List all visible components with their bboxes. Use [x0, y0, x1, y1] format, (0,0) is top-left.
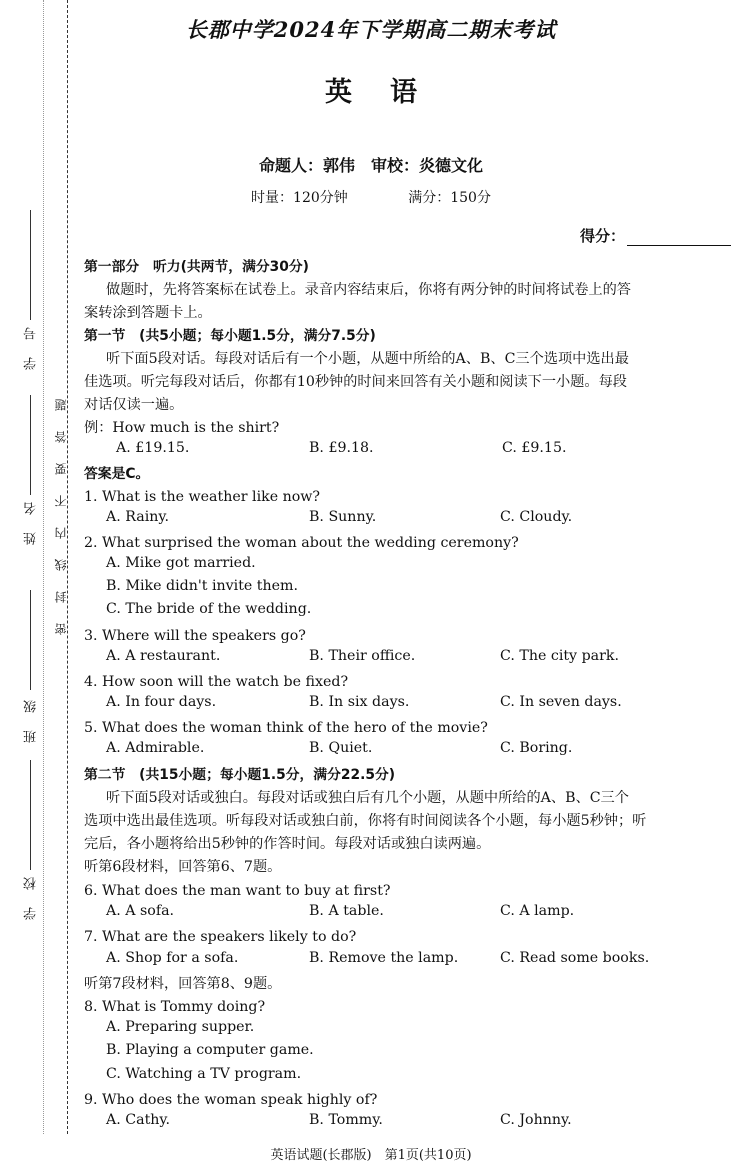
- q3-option-c: C. The city park.: [500, 648, 620, 664]
- example-option-a: A. £19.15.: [116, 440, 190, 456]
- full-score: 满分：150分: [408, 190, 491, 206]
- material-7-note: 听第7段材料，回答第8、9题。: [84, 976, 282, 992]
- q5-option-a: A. Admirable.: [106, 740, 205, 756]
- q7-option-c: C. Read some books.: [500, 950, 650, 966]
- question-5: 5. What does the woman think of the hero of the movie?: [84, 720, 488, 736]
- class-blank[interactable]: [30, 590, 31, 690]
- section2-desc-1: 听下面5段对话或独白。每段对话或独白后有几个小题，从题中所给的A、B、C三个: [106, 790, 629, 806]
- q9-option-b: B. Tommy.: [309, 1112, 383, 1128]
- material-6-note: 听第6段材料，回答第6、7题。: [84, 859, 282, 875]
- section1-desc-1: 听下面5段对话。每段对话后有一个小题，从题中所给的A、B、C三个选项中选出最: [106, 351, 629, 367]
- section2-desc-2: 选项中选出最佳选项。听每段对话或独白前，你将有时间阅读各个小题，每小题5秒钟；听: [84, 813, 647, 829]
- q2-option-c: C. The bride of the wedding.: [106, 601, 312, 617]
- q5-option-c: C. Boring.: [500, 740, 573, 756]
- q3-option-b: B. Their office.: [309, 648, 416, 664]
- score-label: 得分：: [580, 227, 626, 245]
- question-8: 8. What is Tommy doing?: [84, 999, 266, 1015]
- section2-heading: 第二节 (共15小题；每小题1.5分，满分22.5分): [84, 767, 396, 783]
- score-blank[interactable]: [627, 231, 731, 246]
- time-score-line: [0, 187, 742, 207]
- q1-option-b: B. Sunny.: [309, 509, 377, 525]
- page-footer: 英语试题(长郡版) 第1页(共10页): [270, 1148, 472, 1163]
- score-field: [580, 225, 731, 246]
- authors-line: 命题人：郭伟 审校：炎德文化: [258, 156, 483, 175]
- q8-option-b: B. Playing a computer game.: [106, 1042, 314, 1058]
- q9-option-c: C. Johnny.: [500, 1112, 572, 1128]
- question-1: 1. What is the weather like now?: [84, 489, 321, 505]
- q8-option-c: C. Watching a TV program.: [106, 1066, 302, 1082]
- q3-option-a: A. A restaurant.: [106, 648, 221, 664]
- part1-heading: 第一部分 听力(共两节，满分30分): [84, 259, 309, 275]
- class-label: 班 级: [24, 698, 39, 743]
- question-4: 4. How soon will the watch be fixed?: [84, 674, 349, 690]
- school-label: 学 校: [24, 875, 39, 920]
- school-blank[interactable]: [30, 760, 31, 870]
- time-limit: 时量：120分钟: [251, 190, 348, 206]
- q9-option-a: A. Cathy.: [106, 1112, 171, 1128]
- subject-title: 英语: [325, 77, 455, 108]
- q8-option-a: A. Preparing supper.: [106, 1019, 255, 1035]
- q1-option-c: C. Cloudy.: [500, 509, 573, 525]
- section1-heading: 第一节 (共5小题；每小题1.5分，满分7.5分): [84, 328, 376, 344]
- q4-option-a: A. In four days.: [106, 694, 217, 710]
- q1-option-a: A. Rainy.: [106, 509, 170, 525]
- section1-desc-2: 佳选项。听完每段对话后，你都有10秒钟的时间来回答有关小题和阅读下一小题。每段: [84, 374, 627, 390]
- question-3: 3. Where will the speakers go?: [84, 628, 306, 644]
- question-2: 2. What surprised the woman about the wedding ceremony?: [84, 535, 519, 551]
- student-id-blank[interactable]: [30, 210, 31, 320]
- q6-option-a: A. A sofa.: [106, 903, 175, 919]
- q2-option-a: A. Mike got married.: [106, 555, 256, 571]
- example-answer: 答案是C。: [84, 466, 150, 482]
- exam-title: 长郡中学2024年下学期高二期末考试: [185, 17, 557, 42]
- question-6: 6. What does the man want to buy at first?: [84, 883, 391, 899]
- q7-option-b: B. Remove the lamp.: [309, 950, 459, 966]
- example-question: 例：How much is the shirt?: [84, 420, 280, 436]
- q2-option-b: B. Mike didn't invite them.: [106, 578, 298, 594]
- section1-desc-3: 对话仅读一遍。: [84, 397, 184, 413]
- example-option-b: B. £9.18.: [309, 440, 374, 456]
- section2-desc-3: 完后，各小题将给出5秒钟的作答时间。每段对话或独白读两遍。: [84, 836, 491, 852]
- student-id-label: 学 号: [24, 325, 39, 370]
- q4-option-b: B. In six days.: [309, 694, 410, 710]
- name-label: 姓 名: [24, 500, 39, 545]
- seal-warning: 密 封 线 内 不 要 答 题: [54, 395, 68, 635]
- q4-option-c: C. In seven days.: [500, 694, 622, 710]
- part1-intro-2: 案转涂到答题卡上。: [84, 305, 212, 321]
- example-option-c: C. £9.15.: [502, 440, 567, 456]
- part1-intro-1: 做题时，先将答案标在试卷上。录音内容结束后，你将有两分钟的时间将试卷上的答: [106, 282, 631, 298]
- question-7: 7. What are the speakers likely to do?: [84, 929, 357, 945]
- q6-option-c: C. A lamp.: [500, 903, 575, 919]
- q5-option-b: B. Quiet.: [309, 740, 373, 756]
- name-blank[interactable]: [30, 395, 31, 495]
- question-9: 9. Who does the woman speak highly of?: [84, 1092, 378, 1108]
- q6-option-b: B. A table.: [309, 903, 384, 919]
- q7-option-a: A. Shop for a sofa.: [106, 950, 239, 966]
